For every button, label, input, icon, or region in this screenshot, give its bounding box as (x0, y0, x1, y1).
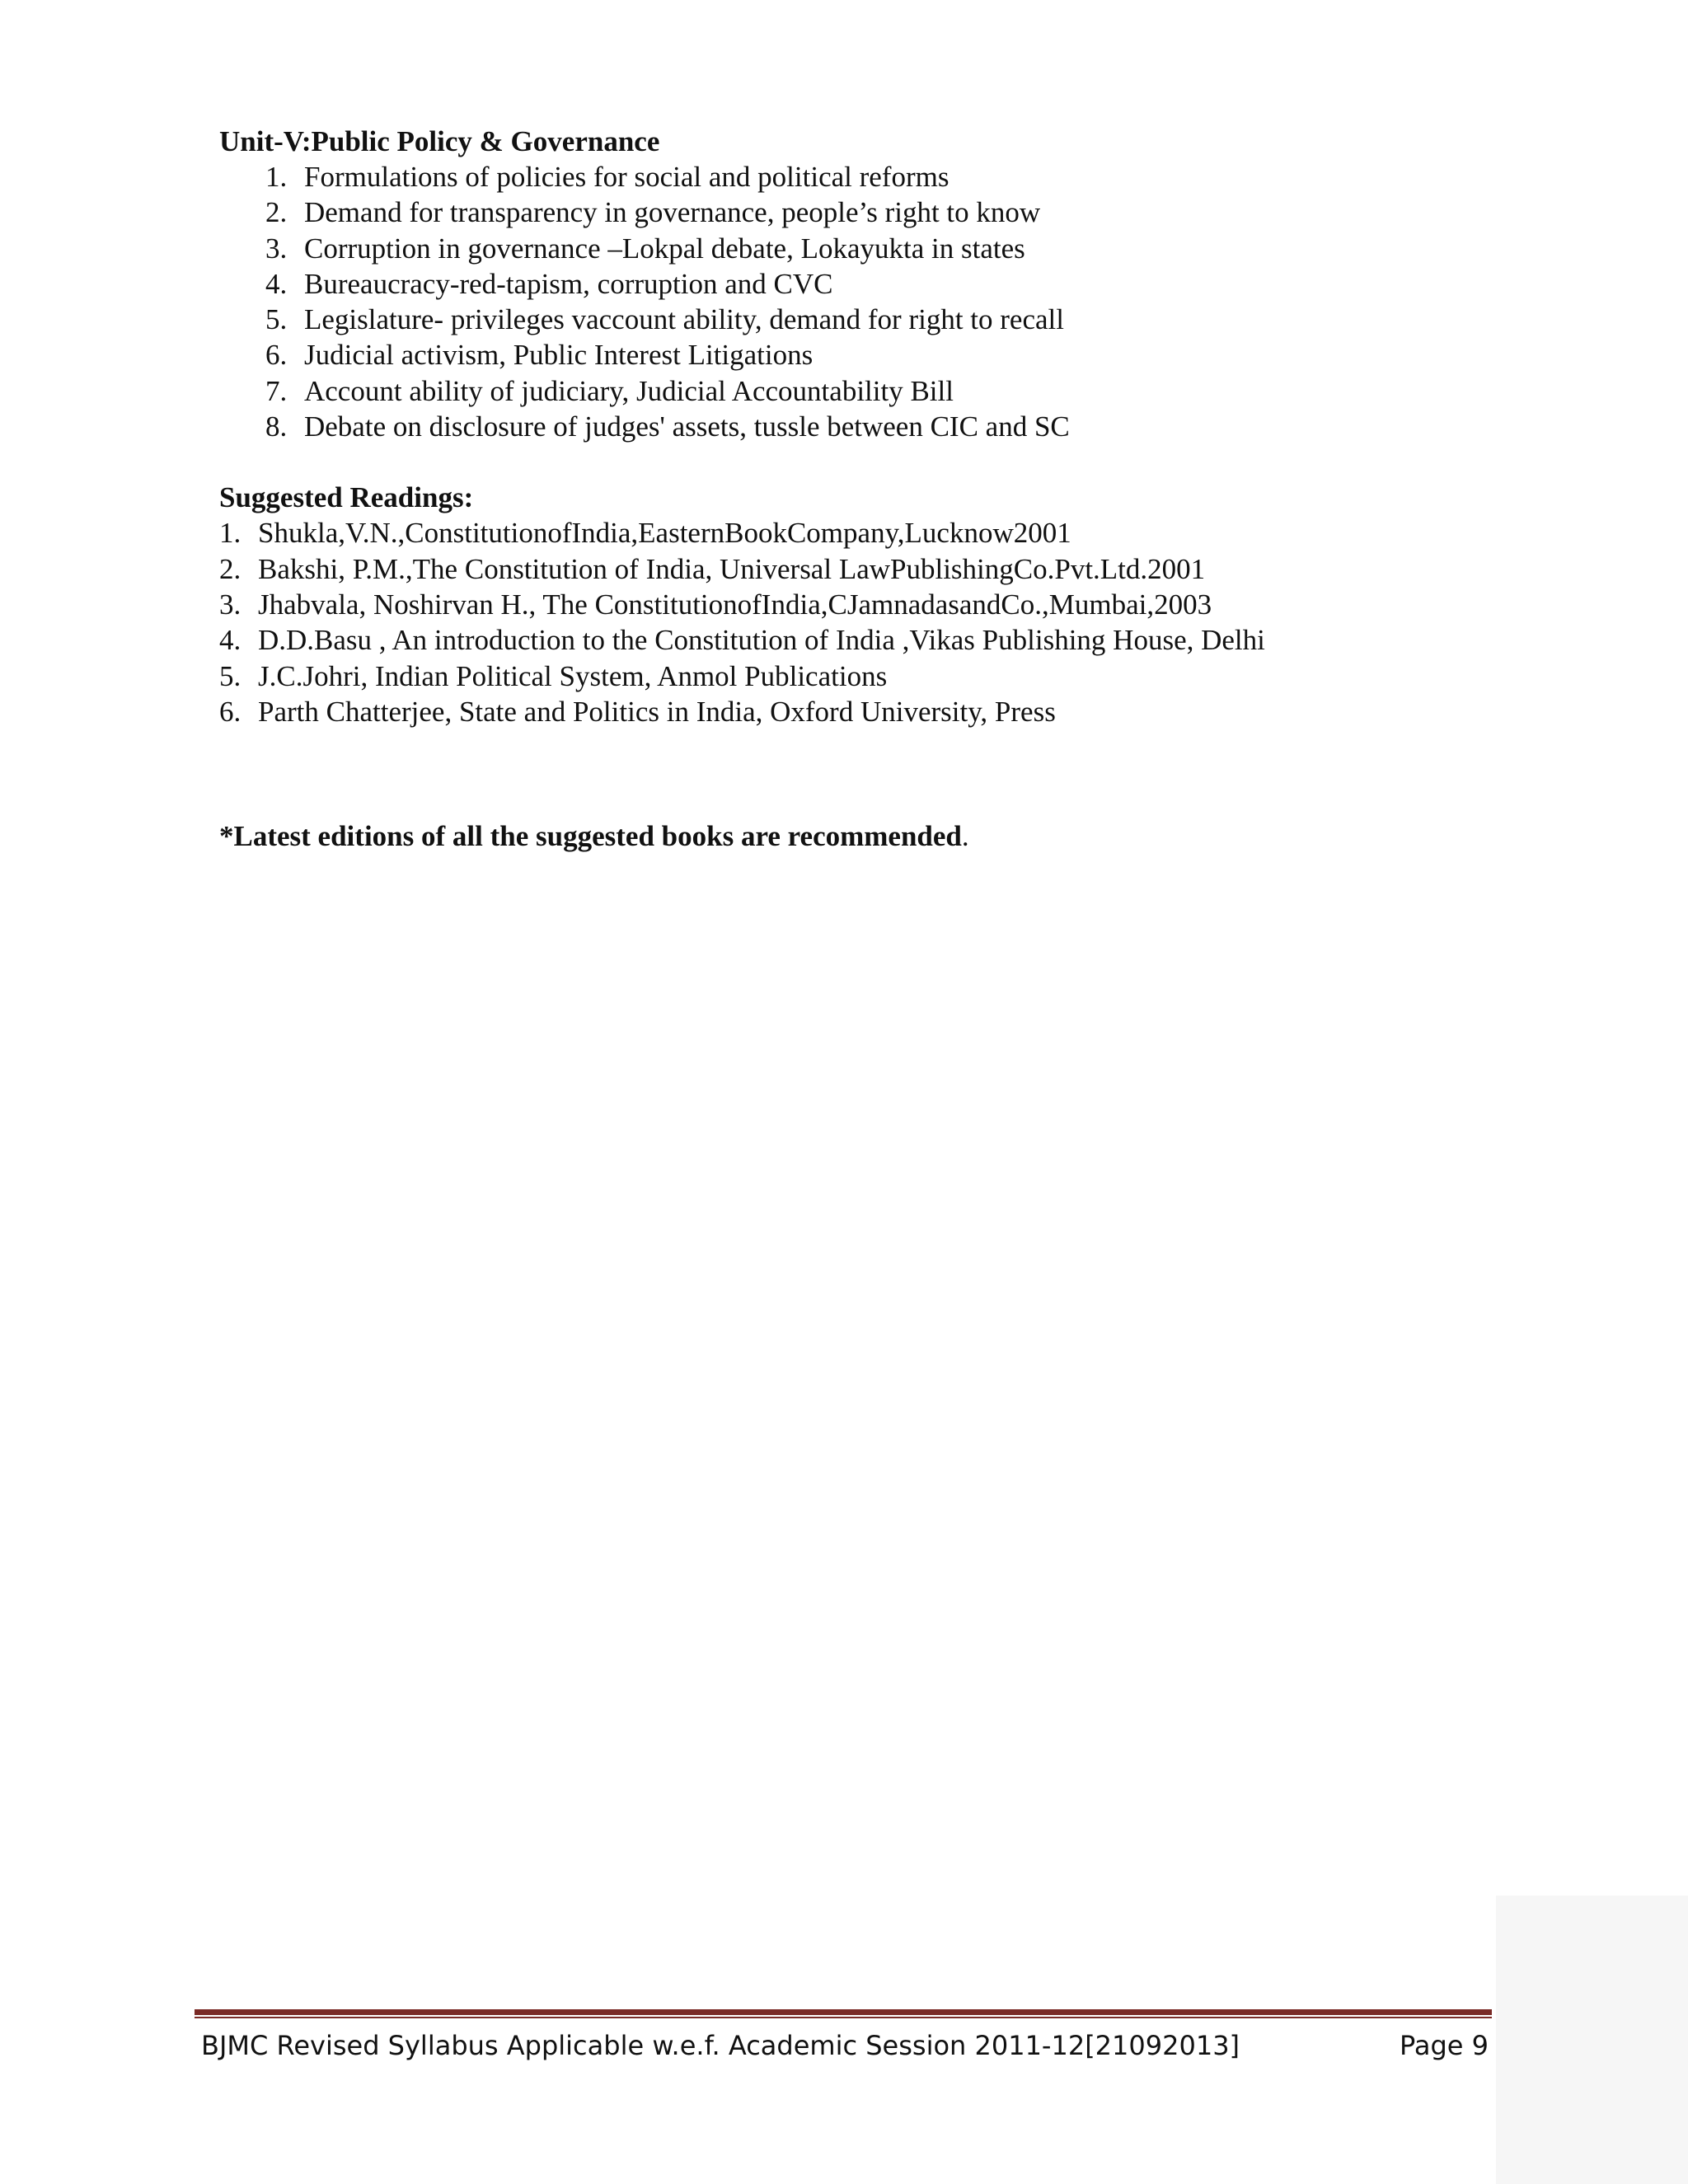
list-item: 4. Bureaucracy-red-tapism, corruption and CVC (265, 267, 833, 300)
list-item: 6. Judicial activism, Public Interest Litigations (265, 339, 814, 372)
list-item: 1. Formulations of policies for social and political reforms (265, 161, 950, 193)
list-item: 4. D.D.Basu , An introduction to the Constitution of India ,Vikas Publishing House, Delhi (219, 624, 1265, 657)
list-item: 1. Shukla,V.N.,ConstitutionofIndia,EasternBookCompany,Lucknow2001 (219, 517, 1071, 550)
list-item: 5. J.C.Johri, Indian Political System, Anmol Publications (219, 659, 888, 692)
unit-heading: Unit-V:Public Policy & Governance (219, 125, 660, 157)
list-item: 5. Legislature- privileges vaccount ability, demand for right to recall (265, 303, 1064, 336)
page-content (219, 124, 1505, 883)
readings-heading: Suggested Readings: (219, 481, 474, 514)
list-item: 7. Account ability of judiciary, Judicial Accountability Bill (265, 374, 954, 407)
footer-title: BJMC Revised Syllabus Applicable w.e.f. Academic Session 2011-12[21092013] (201, 2030, 1240, 2061)
page-edge-shade (1496, 1896, 1688, 2184)
list-item: 6. Parth Chatterjee, State and Politics in India, Oxford University, Press (219, 695, 1056, 728)
footer-rule (195, 2009, 1492, 2015)
list-item: 3. Corruption in governance –Lokpal debate, Lokayukta in states (265, 232, 1025, 265)
list-item: 2. Bakshi, P.M.,The Constitution of India, Universal LawPublishingCo.Pvt.Ltd.2001 (219, 552, 1206, 585)
unit-topics-list (219, 159, 1505, 444)
list-item: 3. Jhabvala, Noshirvan H., The ConstitutionofIndia,CJamnadasandCo.,Mumbai,2003 (219, 588, 1212, 621)
list-item: 8. Debate on disclosure of judges' assets, tussle between CIC and SC (265, 410, 1070, 443)
footer-rule-thin (195, 2017, 1492, 2018)
readings-list (219, 515, 1505, 729)
page-number: Page 9 (1400, 2030, 1489, 2061)
list-item: 2. Demand for transparency in governance, people’s right to know (265, 196, 1041, 229)
editions-note: *Latest editions of all the suggested books are recommended. (219, 820, 969, 853)
